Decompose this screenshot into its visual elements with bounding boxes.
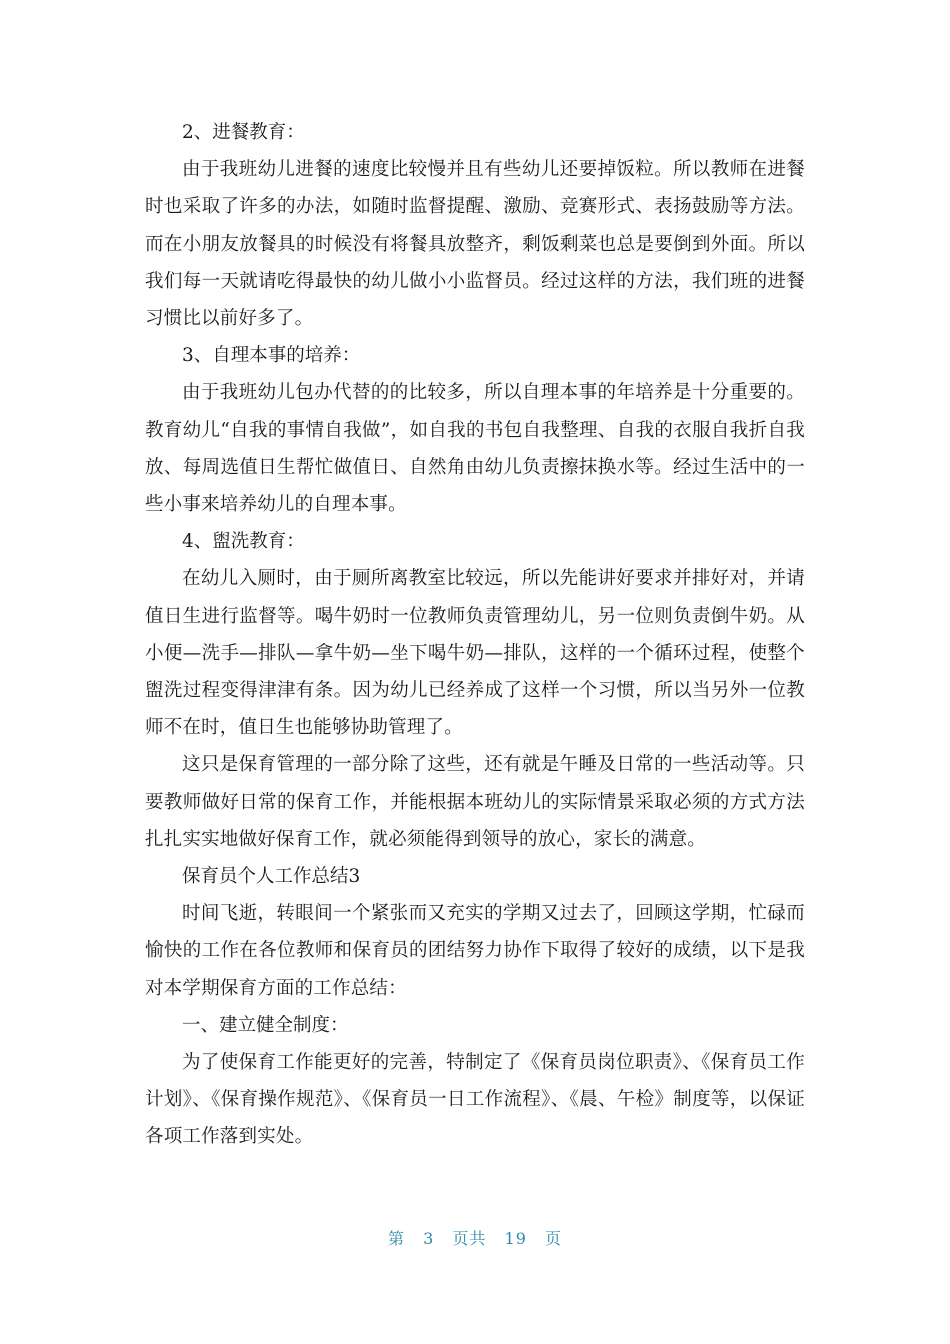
section-heading: 3、自理本事的培养：: [182, 345, 361, 367]
paragraph: 由于我班幼儿进餐的速度比较慢并且有些幼儿还要掉饭粒。所以教师在进餐时也采取了许多的办法，如随时监督提醒、激励、竞赛形式、表扬鼓励等方法。而在小朋友放餐具的时候没有将餐具放整齐，剩饭剩菜也总是要倒到外面。所以我们每一天就请吃得最快的幼儿做小小监督员。经过这样的方法，我们班的进餐习惯比以前好多了。: [145, 159, 805, 330]
page-label-post: 页: [544, 1229, 562, 1248]
section-heading: 4、盥洗教育：: [182, 531, 305, 553]
page-footer: [0, 1226, 950, 1249]
paragraph: 在幼儿入厕时，由于厕所离教室比较远，所以先能讲好要求并排好对，并请值日生进行监督等。喝牛奶时一位教师负责管理幼儿，另一位则负责倒牛奶。从小便—洗手—排队—拿牛奶—坐下喝牛奶—排队，这样的一个循环过程，使整个盥洗过程变得津津有条。因为幼儿已经养成了这样一个习惯，所以当另外一位教师不在时，值日生也能够协助管理了。: [145, 568, 805, 739]
document-body: [145, 114, 805, 1156]
section-heading: 2、进餐教育：: [182, 122, 305, 143]
section-heading: 一、建立健全制度：: [182, 1014, 349, 1036]
page-label-pre: 第: [388, 1229, 406, 1248]
paragraph: 这只是保育管理的一部分除了这些，还有就是午睡及日常的一些活动等。只要教师做好日常的保育工作，并能根据本班幼儿的实际情景采取必须的方式方法扎扎实实地做好保育工作，就必须能得到领导的放心，家长的满意。: [145, 754, 805, 850]
current-page-number: 3: [423, 1229, 435, 1248]
paragraph: 由于我班幼儿包办代替的的比较多，所以自理本事的年培养是十分重要的。教育幼儿“自我的事情自我做”，如自我的书包自我整理、自我的衣服自我折自我放、每周选值日生帮忙做值日、自然角由幼儿负责擦抹换水等。经过生活中的一些小事来培养幼儿的自理本事。: [145, 382, 805, 516]
paragraph: 为了使保育工作能更好的完善，特制定了《保育员岗位职责》、《保育员工作计划》、《保育操作规范》、《保育员一日工作流程》、《晨、午检》制度等，以保证各项工作落到实处。: [145, 1052, 805, 1148]
total-pages-number: 19: [504, 1229, 527, 1248]
paragraph: 时间飞逝，转眼间一个紧张而又充实的学期又过去了，回顾这学期，忙碌而愉快的工作在各位教师和保育员的团结努力协作下取得了较好的成绩，以下是我对本学期保育方面的工作总结：: [145, 903, 805, 999]
page-label-mid: 页共: [452, 1229, 487, 1248]
document-title: 保育员个人工作总结3: [182, 866, 361, 888]
